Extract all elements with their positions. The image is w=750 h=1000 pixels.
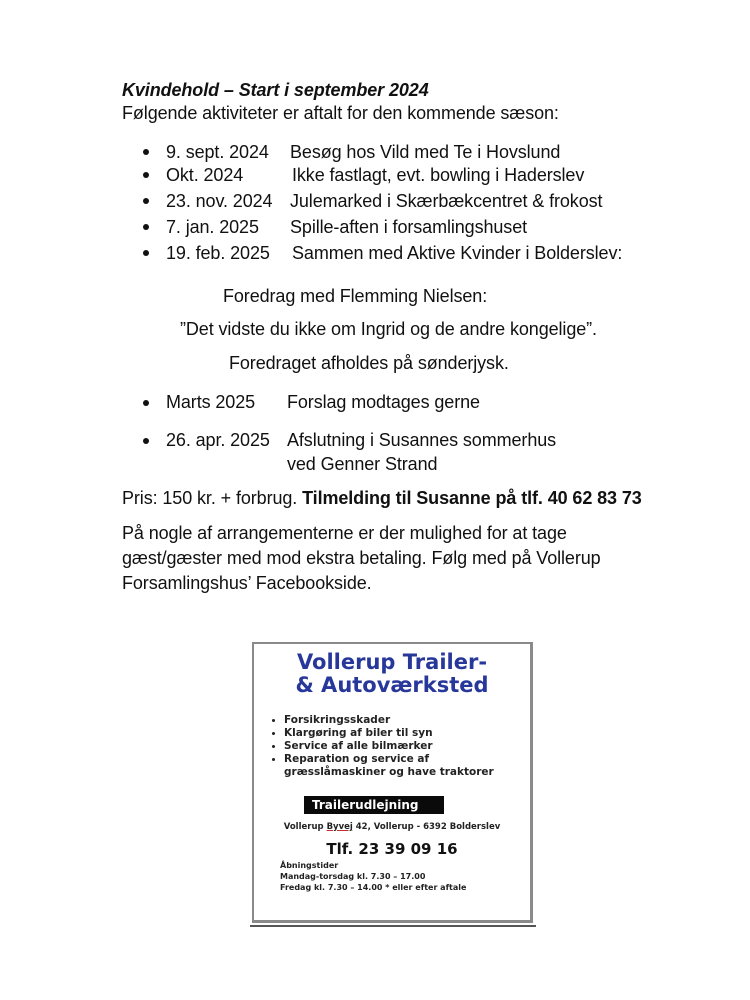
guests-line-2: gæst/gæster med mod ekstra betaling. Følg med på Vollerup: [122, 548, 601, 568]
ad-service-item: Reparation og service af: [270, 753, 494, 766]
ad-title-line-2: & Autoværksted: [295, 673, 489, 697]
activity-date: 26. apr. 2025: [166, 430, 270, 450]
bullet-icon: [143, 224, 149, 230]
activity-text: Spille-aften i forsamlingshuset: [290, 217, 528, 237]
bullet-icon: [272, 758, 275, 761]
bullet-icon: [143, 400, 149, 406]
advertisement-box: [252, 642, 533, 923]
bullet-icon: [143, 250, 149, 256]
guests-line-1: På nogle af arrangementerne er der mulighed for at tage: [122, 523, 567, 543]
bullet-icon: [143, 149, 149, 155]
lecture-line-2: ”Det vidste du ikke om Ingrid og de andre kongelige”.: [180, 319, 597, 339]
activity-date: 9. sept. 2024: [166, 142, 269, 162]
activity-text: Ikke fastlagt, evt. bowling i Haderslev: [292, 165, 585, 185]
activity-text: Julemarked i Skærbækcentret & frokost: [290, 191, 603, 211]
lecture-line-1: Foredrag med Flemming Nielsen:: [223, 286, 488, 306]
ad-service-item: Forsikringsskader: [270, 714, 494, 727]
street-name: Byvej: [326, 822, 353, 832]
ad-address: Vollerup Byvej 42, Vollerup - 6392 Bolderslev: [283, 822, 501, 832]
ad-underline-divider: [250, 925, 536, 927]
ad-title-line-1: Vollerup Trailer-: [296, 650, 488, 674]
activity-text-continued: ved Genner Strand: [287, 454, 438, 474]
ad-service-item: Service af alle bilmærker: [270, 740, 494, 753]
price-line: [122, 487, 642, 509]
activity-text: Besøg hos Vild med Te i Hovslund: [290, 142, 561, 162]
ad-service-item: Klargøring af biler til syn: [270, 727, 494, 740]
activity-text: Sammen med Aktive Kvinder i Bolderslev:: [292, 243, 623, 263]
section-heading: Kvindehold – Start i september 2024: [122, 80, 429, 100]
bullet-icon: [143, 172, 149, 178]
activity-date: Marts 2025: [166, 392, 256, 412]
bullet-icon: [272, 732, 275, 735]
intro-text: Følgende aktiviteter er aftalt for den kommende sæson:: [122, 103, 559, 123]
lecture-line-3: Foredraget afholdes på sønderjysk.: [229, 353, 509, 373]
hours-title: Åbningstider: [280, 861, 339, 870]
bullet-icon: [143, 438, 149, 444]
ad-services-list: [270, 714, 494, 779]
hours-friday: Fredag kl. 7.30 – 14.00 * eller efter aftale: [280, 883, 467, 892]
price-text: Pris: 150 kr. + forbrug.: [122, 488, 303, 508]
activity-date: 19. feb. 2025: [166, 243, 270, 263]
guests-line-3: Forsamlingshus’ Facebookside.: [122, 573, 372, 593]
activity-date: 7. jan. 2025: [166, 217, 259, 237]
ad-service-item-continued: græsslåmaskiner og have traktorer: [284, 766, 494, 778]
bullet-icon: [143, 198, 149, 204]
bullet-icon: [272, 745, 275, 748]
activity-date: 23. nov. 2024: [166, 191, 273, 211]
signup-text: Tilmelding til Susanne på tlf. 40 62 83 73: [302, 488, 642, 508]
activity-text: Forslag modtages gerne: [287, 392, 480, 412]
ad-opening-hours: [280, 860, 466, 893]
trailer-rental-banner: Trailerudlejning: [304, 796, 444, 814]
ad-phone: Tlf. 23 39 09 16: [326, 840, 458, 858]
activity-text: Afslutning i Susannes sommerhus: [287, 430, 557, 450]
bullet-icon: [272, 719, 275, 722]
hours-weekday: Mandag-torsdag kl. 7.30 – 17.00: [280, 872, 426, 881]
activity-date: Okt. 2024: [166, 165, 244, 185]
